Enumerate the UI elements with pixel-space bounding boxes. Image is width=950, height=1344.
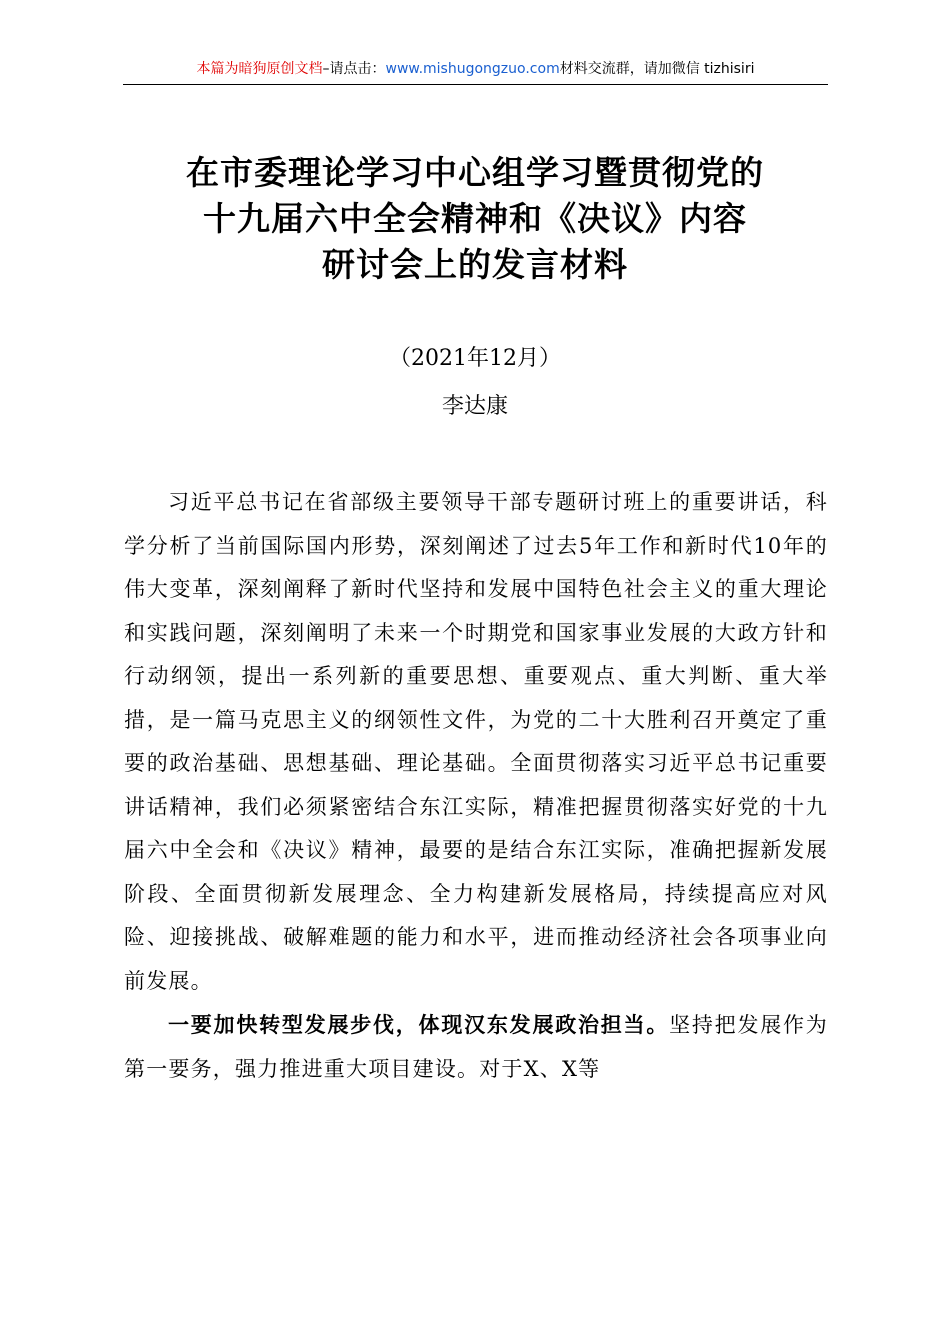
paragraph-2-lead: 一要加快转型发展步伐，体现汉东发展政治担当。 xyxy=(168,1012,670,1037)
document-title xyxy=(0,150,950,288)
page-header xyxy=(123,58,828,85)
title-line-2: 十九届六中全会精神和《决议》内容 xyxy=(203,199,747,238)
title-line-1: 在市委理论学习中心组学习暨贯彻党的 xyxy=(186,153,764,192)
paragraph-2-text: 坚持把发展作为第一要务，强力推进重大项目建设。对于X、X等 xyxy=(124,1013,828,1081)
document-date: （2021年12月） xyxy=(389,346,561,371)
header-prefix: 本篇为暗狗原创文档 xyxy=(196,61,323,77)
header-link[interactable]: www.mishugongzuo.com xyxy=(385,61,560,77)
header-suffix: 材料交流群，请加微信 tizhisiri xyxy=(559,61,755,77)
header-middle: –请点击： xyxy=(322,61,386,77)
paragraph-2 xyxy=(124,1003,828,1091)
paragraph-1: 习近平总书记在省部级主要领导干部专题研讨班上的重要讲话，科学分析了当前国际国内形势，深刻阐述了过去5年工作和新时代10年的伟大变革，深刻阐释了新时代坚持和发展中国特色社会主义的重大理论和实践问题，深刻阐明了未来一个时期党和国家事业发展的大政方针和行动纲领，提出一系列新的重要思想、重要观点、重大判断、重大举措，是一篇马克思主义的纲领性文件，为党的二十大胜利召开奠定了重要的政治基础、思想基础、理论基础。全面贯彻落实习近平总书记重要讲话精神，我们必须紧密结合东江实际，精准把握贯彻落实好党的十九届六中全会和《决议》精神，最要的是结合东江实际，准确把握新发展阶段、全面贯彻新发展理念、全力构建新发展格局，持续提高应对风险、迎接挑战、破解难题的能力和水平，进而推动经济社会各项事业向前发展。 xyxy=(124,490,828,993)
title-line-3: 研讨会上的发言材料 xyxy=(322,245,628,284)
document-body xyxy=(124,481,828,1091)
document-author: 李达康 xyxy=(441,394,508,419)
